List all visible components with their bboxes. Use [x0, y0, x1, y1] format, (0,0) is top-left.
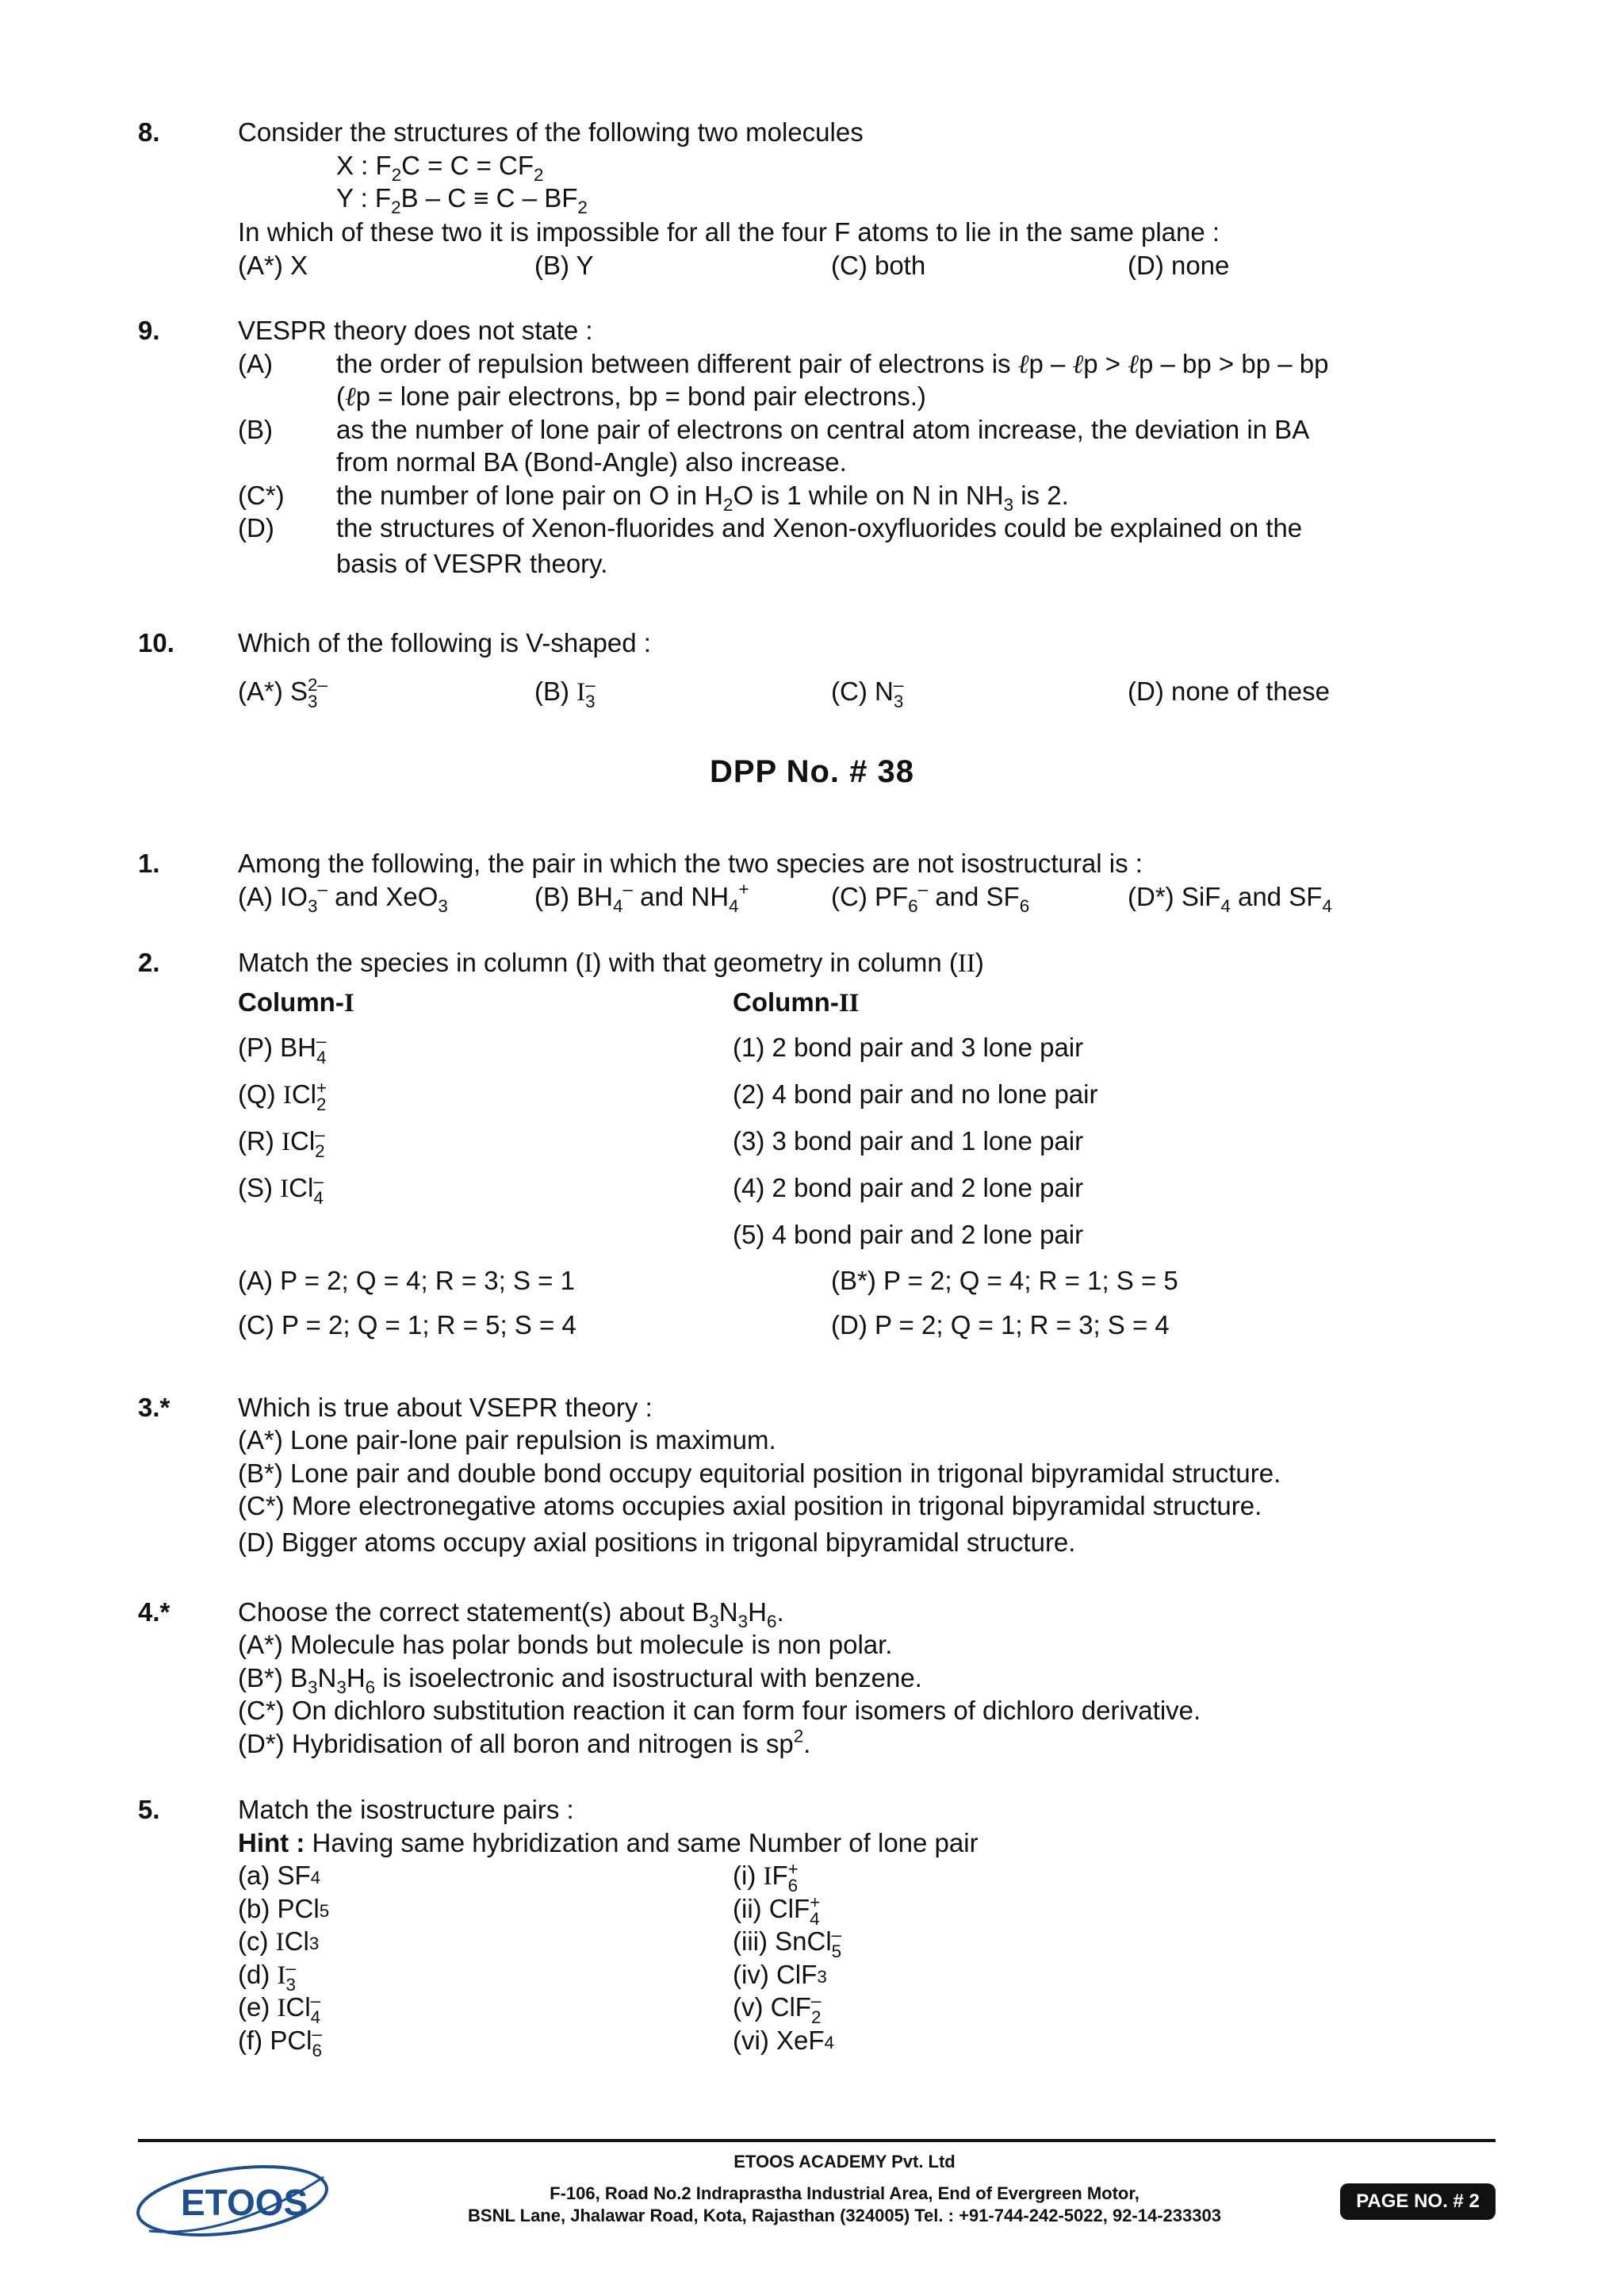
question-number: 4.* — [138, 1597, 170, 1627]
option-a: (A*) X — [238, 251, 308, 280]
option-b-text-cont: from normal BA (Bond-Angle) also increase. — [336, 447, 847, 477]
column-2-item: (iii) SnCl – 5 — [733, 1924, 842, 1962]
question-stem: Consider the structures of the following two molecules — [238, 117, 864, 147]
column-2-item: (5) 4 bond pair and 2 lone pair — [733, 1220, 1084, 1249]
question-stem: Among the following, the pair in which the two species are not isostructural is : — [238, 849, 1143, 878]
option-c: (C*) More electronegative atoms occupies axial position in trigonal bipyramidal structure. — [238, 1491, 1262, 1520]
molecule-y: Y : $F_2B - C \equiv C - BF_2$ — [336, 183, 588, 217]
option-b: (B) Y — [534, 251, 594, 280]
option-b: (B*) P = 2; Q = 4; R = 1; S = 5 — [831, 1266, 1178, 1295]
option-d-text: the structures of Xenon-fluorides and Xenon-oxyfluorides could be explained on the — [336, 513, 1303, 542]
page-number-badge: PAGE NO. # 2 — [1340, 2183, 1496, 2220]
hint: Hint : Having same hybridization and same Number of lone pair — [238, 1828, 979, 1857]
column-1-item: (R) ICl – 2 — [238, 1124, 325, 1162]
option-c: (C*) On dichloro substitution reaction it can form four isomers of dichloro derivative. — [238, 1696, 1201, 1725]
footer-divider — [138, 2139, 1496, 2142]
option-a: (A) P = 2; Q = 4; R = 3; S = 1 — [238, 1266, 575, 1295]
question-stem: Match the isostructure pairs : — [238, 1795, 574, 1824]
column-2-item: (v) ClF – 2 — [733, 1990, 822, 2028]
option-a-text: the order of repulsion between different pair of electrons is ℓp – ℓp > ℓp – bp > bp – bp — [336, 349, 1329, 379]
footer-address-1: F-106, Road No.2 Indraprastha Industrial Area, End of Evergreen Motor, — [550, 2183, 1139, 2203]
column-2-item: (ii) ClF + 4 — [733, 1892, 821, 1930]
option-b-label: (B) — [238, 415, 273, 444]
column-2-item: (1) 2 bond pair and 3 lone pair — [733, 1033, 1084, 1062]
question-stem: Match the species in column (I) with that geometry in column (II) — [238, 948, 984, 978]
logo-text: ETOOS — [181, 2182, 308, 2223]
option-a: (A) $IO_3^-$ and XeO$_3$ — [238, 879, 448, 916]
option-b: (B) I – 3 — [534, 674, 596, 712]
column-2-item: (iv) ClF 3 — [733, 1960, 827, 1989]
column-1-item: (S) ICl – 4 — [238, 1171, 324, 1209]
column-2-item: (vi) XeF 4 — [733, 2026, 834, 2055]
option-b: (B*) $B_3N_3H_6$ is isoelectronic and isostructural with benzene. — [238, 1663, 922, 1697]
column-1-item: (f) PCl – 6 — [238, 2023, 322, 2061]
option-b: (B) $BH_4^-$ and $NH_4^+$ — [534, 879, 749, 916]
option-c-label: (C*) — [238, 481, 285, 510]
option-d: (D) Bigger atoms occupy axial positions in trigonal bipyramidal structure. — [238, 1527, 1076, 1557]
column-1-header: Column-I — [238, 987, 354, 1018]
footer-company: ETOOS ACADEMY Pvt. Ltd — [733, 2152, 956, 2171]
column-2-header: Column-II — [733, 987, 860, 1018]
question-number: 3.* — [138, 1393, 170, 1422]
option-a: (A*) S 2– 3 — [238, 674, 327, 712]
question-number: 10. — [138, 628, 174, 657]
question-number: 8. — [138, 117, 160, 147]
option-d-label: (D) — [238, 513, 274, 542]
option-c: (C) both — [831, 251, 926, 280]
question-text: In which of these two it is impossible for all the four F atoms to lie in the same plane : — [238, 217, 1220, 247]
option-b: (B*) Lone pair and double bond occupy equitorial position in trigonal bipyramidal structure. — [238, 1458, 1281, 1488]
molecule-x: X : $F_2C = C = CF_2$ — [336, 151, 544, 185]
question-number: 1. — [138, 849, 160, 878]
option-d-text-cont: basis of VESPR theory. — [336, 549, 608, 578]
option-a: (A*) Lone pair-lone pair repulsion is maximum. — [238, 1425, 776, 1455]
option-c: (C) N – 3 — [831, 674, 904, 712]
option-a: (A*) Molecule has polar bonds but molecule is non polar. — [238, 1630, 893, 1659]
option-d: (D) none — [1128, 251, 1230, 280]
question-number: 5. — [138, 1795, 160, 1824]
question-stem: Choose the correct statement(s) about $B_3N_3H_6$. — [238, 1597, 784, 1631]
column-1-item: (a) SF 4 — [238, 1861, 321, 1890]
column-1-item: (P) BH – 4 — [238, 1030, 327, 1068]
column-1-item: (b) PCl 5 — [238, 1894, 330, 1923]
option-c-text: the number of lone pair on O in $H_2O$ is 1 while on N in $NH_3$ is 2. — [336, 481, 1069, 515]
column-1-item: (c) ICl 3 — [238, 1926, 320, 1957]
option-b-text: as the number of lone pair of electrons on central atom increase, the deviation in BA — [336, 415, 1310, 444]
option-d: (D) none of these — [1128, 677, 1330, 706]
footer-address-2: BSNL Lane, Jhalawar Road, Kota, Rajasthan (324005) Tel. : +91-744-242-5022, 92-14-233303 — [468, 2206, 1221, 2225]
column-2-item: (4) 2 bond pair and 2 lone pair — [733, 1173, 1084, 1202]
column-1-item: (e) ICl – 4 — [238, 1990, 321, 2028]
option-a-label: (A) — [238, 349, 273, 378]
option-d: (D*) Hybridisation of all boron and nitrogen is $sp^2$. — [238, 1726, 811, 1758]
option-c: (C) P = 2; Q = 1; R = 5; S = 4 — [238, 1310, 576, 1340]
column-2-item: (2) 4 bond pair and no lone pair — [733, 1079, 1098, 1109]
question-number: 2. — [138, 948, 160, 977]
column-1-item: (Q) ICl + 2 — [238, 1077, 327, 1115]
option-d: (D*) SiF$_4$ and $SF_4$ — [1128, 882, 1332, 916]
question-number: 9. — [138, 316, 160, 345]
dpp-title: DPP No. # 38 — [709, 754, 915, 789]
column-2-item: (3) 3 bond pair and 1 lone pair — [733, 1126, 1084, 1156]
question-stem: Which of the following is V-shaped : — [238, 628, 651, 657]
option-c: (C) $PF_6^-$ and $SF_6$ — [831, 879, 1030, 916]
column-1-item: (d) I – 3 — [238, 1957, 296, 1995]
option-d: (D) P = 2; Q = 1; R = 3; S = 4 — [831, 1310, 1170, 1340]
question-stem: VESPR theory does not state : — [238, 316, 593, 345]
column-2-item: (i) IF + 6 — [733, 1858, 799, 1896]
etoos-logo — [133, 2153, 339, 2247]
option-a-text-cont: (ℓp = lone pair electrons, bp = bond pair electrons.) — [336, 381, 926, 412]
question-stem: Which is true about VSEPR theory : — [238, 1393, 653, 1422]
